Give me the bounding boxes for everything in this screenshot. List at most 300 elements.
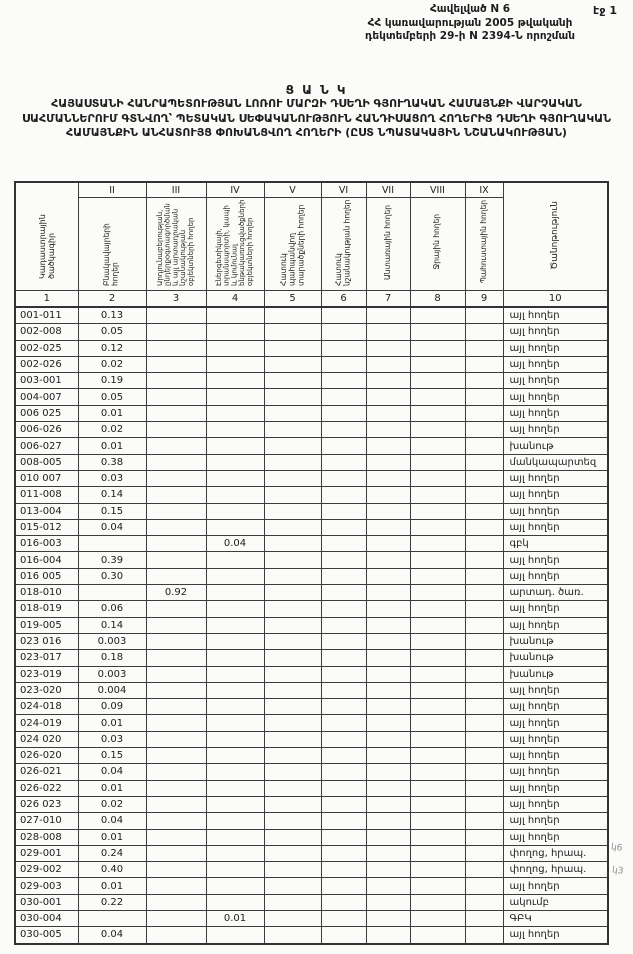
- area-cell-forest: [366, 389, 410, 405]
- area-cell-reserve: [465, 519, 503, 535]
- area-cell-water: [410, 862, 465, 878]
- cadastral-code-cell: 024-018: [15, 699, 78, 715]
- table-row: [15, 910, 608, 926]
- area-cell-reserve: [465, 389, 503, 405]
- area-cell-reserve: [465, 682, 503, 698]
- area-cell-infrastructure: [206, 438, 264, 454]
- area-cell-special: [321, 894, 366, 910]
- area-cell-infrastructure: [206, 878, 264, 894]
- area-cell-settlement: 0.02: [78, 356, 146, 372]
- cadastral-code-cell: 011-008: [15, 487, 78, 503]
- area-cell-infrastructure: [206, 780, 264, 796]
- area-cell-protected: [264, 617, 321, 633]
- note-cell: ԳԲԿ: [503, 910, 608, 926]
- table-row: [15, 845, 608, 861]
- area-cell-settlement: 0.13: [78, 307, 146, 324]
- area-cell-reserve: [465, 585, 503, 601]
- area-cell-industrial: [146, 748, 206, 764]
- area-cell-protected: [264, 536, 321, 552]
- note-cell: այլ հողեր: [503, 487, 608, 503]
- area-cell-protected: [264, 585, 321, 601]
- area-cell-protected: [264, 748, 321, 764]
- area-cell-special: [321, 699, 366, 715]
- area-cell-special: [321, 829, 366, 845]
- area-cell-industrial: [146, 731, 206, 747]
- note-cell: այլ հողեր: [503, 568, 608, 584]
- table-row: [15, 894, 608, 910]
- cadastral-code-cell: 029-002: [15, 862, 78, 878]
- area-cell-settlement: 0.14: [78, 487, 146, 503]
- area-cell-water: [410, 894, 465, 910]
- area-cell-industrial: 0.92: [146, 585, 206, 601]
- area-cell-forest: [366, 731, 410, 747]
- area-cell-protected: [264, 307, 321, 324]
- area-cell-protected: [264, 519, 321, 535]
- area-cell-settlement: 0.05: [78, 389, 146, 405]
- area-cell-forest: [366, 682, 410, 698]
- area-cell-water: [410, 585, 465, 601]
- area-cell-protected: [264, 503, 321, 519]
- area-cell-infrastructure: [206, 617, 264, 633]
- area-cell-forest: [366, 585, 410, 601]
- area-cell-water: [410, 536, 465, 552]
- column-number: 7: [366, 291, 410, 308]
- cadastral-code-cell: 026-022: [15, 780, 78, 796]
- area-cell-infrastructure: [206, 356, 264, 372]
- area-cell-industrial: [146, 568, 206, 584]
- area-cell-water: [410, 666, 465, 682]
- table-row: [15, 438, 608, 454]
- area-cell-industrial: [146, 356, 206, 372]
- area-cell-water: [410, 438, 465, 454]
- column-number: 5: [264, 291, 321, 308]
- area-cell-settlement: 0.06: [78, 601, 146, 617]
- area-cell-infrastructure: [206, 454, 264, 470]
- area-cell-infrastructure: [206, 682, 264, 698]
- table-row: [15, 307, 608, 324]
- area-cell-settlement: 0.22: [78, 894, 146, 910]
- table-row: [15, 552, 608, 568]
- note-cell: արտադ. ծառ.: [503, 585, 608, 601]
- area-cell-settlement: 0.30: [78, 568, 146, 584]
- area-cell-special: [321, 910, 366, 926]
- area-cell-protected: [264, 454, 321, 470]
- col-header-water-lands: Ջրային հողեր: [410, 198, 465, 291]
- area-cell-infrastructure: [206, 748, 264, 764]
- note-cell: խանութ: [503, 438, 608, 454]
- area-cell-infrastructure: [206, 845, 264, 861]
- area-cell-reserve: [465, 470, 503, 486]
- area-cell-protected: [264, 862, 321, 878]
- cadastral-code-cell: 023-020: [15, 682, 78, 698]
- note-cell: այլ հողեր: [503, 356, 608, 372]
- area-cell-reserve: [465, 422, 503, 438]
- area-cell-protected: [264, 715, 321, 731]
- area-cell-special: [321, 862, 366, 878]
- cadastral-code-cell: 030-001: [15, 894, 78, 910]
- area-cell-infrastructure: [206, 796, 264, 812]
- area-cell-water: [410, 845, 465, 861]
- roman-numeral: VI: [321, 182, 366, 198]
- area-cell-settlement: 0.14: [78, 617, 146, 633]
- area-cell-reserve: [465, 601, 503, 617]
- area-cell-reserve: [465, 536, 503, 552]
- table-row: [15, 617, 608, 633]
- table-row: [15, 405, 608, 421]
- area-cell-forest: [366, 601, 410, 617]
- note-cell: այլ հողեր: [503, 878, 608, 894]
- area-cell-water: [410, 340, 465, 356]
- area-cell-water: [410, 373, 465, 389]
- area-cell-industrial: [146, 519, 206, 535]
- area-cell-infrastructure: [206, 307, 264, 324]
- column-number: 4: [206, 291, 264, 308]
- area-cell-water: [410, 813, 465, 829]
- area-cell-infrastructure: 0.01: [206, 910, 264, 926]
- area-cell-forest: [366, 910, 410, 926]
- area-cell-settlement: 0.39: [78, 552, 146, 568]
- area-cell-forest: [366, 373, 410, 389]
- cadastral-code-cell: 015-012: [15, 519, 78, 535]
- area-cell-settlement: 0.02: [78, 422, 146, 438]
- table-row: [15, 324, 608, 340]
- area-cell-special: [321, 405, 366, 421]
- area-cell-special: [321, 389, 366, 405]
- table-row: [15, 699, 608, 715]
- area-cell-infrastructure: [206, 862, 264, 878]
- area-cell-industrial: [146, 829, 206, 845]
- area-cell-special: [321, 324, 366, 340]
- area-cell-reserve: [465, 340, 503, 356]
- note-cell: այլ հողեր: [503, 340, 608, 356]
- area-cell-industrial: [146, 340, 206, 356]
- area-cell-industrial: [146, 910, 206, 926]
- table-row: [15, 601, 608, 617]
- area-cell-forest: [366, 487, 410, 503]
- area-cell-water: [410, 796, 465, 812]
- area-cell-forest: [366, 324, 410, 340]
- area-cell-special: [321, 780, 366, 796]
- area-cell-industrial: [146, 862, 206, 878]
- area-cell-protected: [264, 813, 321, 829]
- area-cell-protected: [264, 438, 321, 454]
- area-cell-special: [321, 585, 366, 601]
- area-cell-special: [321, 682, 366, 698]
- area-cell-infrastructure: 0.04: [206, 536, 264, 552]
- cadastral-code-cell: 023-017: [15, 650, 78, 666]
- roman-numeral: IX: [465, 182, 503, 198]
- area-cell-water: [410, 878, 465, 894]
- note-cell: այլ հողեր: [503, 927, 608, 944]
- area-cell-industrial: [146, 650, 206, 666]
- area-cell-forest: [366, 503, 410, 519]
- table-row: [15, 715, 608, 731]
- note-cell: գբկ: [503, 536, 608, 552]
- area-cell-reserve: [465, 633, 503, 649]
- cadastral-code-cell: 016-003: [15, 536, 78, 552]
- area-cell-water: [410, 910, 465, 926]
- area-cell-forest: [366, 470, 410, 486]
- area-cell-infrastructure: [206, 894, 264, 910]
- area-cell-forest: [366, 650, 410, 666]
- area-cell-protected: [264, 845, 321, 861]
- area-cell-special: [321, 633, 366, 649]
- column-number: 10: [503, 291, 608, 308]
- area-cell-reserve: [465, 307, 503, 324]
- table-row: [15, 682, 608, 698]
- cadastral-code-cell: 028-008: [15, 829, 78, 845]
- area-cell-water: [410, 470, 465, 486]
- area-cell-forest: [366, 438, 410, 454]
- area-cell-water: [410, 764, 465, 780]
- area-cell-infrastructure: [206, 601, 264, 617]
- area-cell-reserve: [465, 780, 503, 796]
- cadastral-code-cell: 016-004: [15, 552, 78, 568]
- roman-numeral: IV: [206, 182, 264, 198]
- area-cell-protected: [264, 601, 321, 617]
- area-cell-protected: [264, 910, 321, 926]
- document-title: Ց Ա Ն Կ: [285, 83, 348, 97]
- area-cell-reserve: [465, 405, 503, 421]
- table-row: [15, 487, 608, 503]
- area-cell-water: [410, 389, 465, 405]
- area-cell-water: [410, 829, 465, 845]
- area-cell-special: [321, 536, 366, 552]
- area-cell-water: [410, 324, 465, 340]
- column-number: 1: [15, 291, 78, 308]
- note-cell: այլ հողեր: [503, 373, 608, 389]
- area-cell-reserve: [465, 731, 503, 747]
- area-cell-reserve: [465, 487, 503, 503]
- col-header-protected-lands: Հատուկ պահպանվող տարածքների հողեր: [264, 198, 321, 291]
- area-cell-special: [321, 438, 366, 454]
- area-cell-reserve: [465, 666, 503, 682]
- area-cell-settlement: 0.01: [78, 780, 146, 796]
- table-row: [15, 470, 608, 486]
- table-row: [15, 878, 608, 894]
- area-cell-protected: [264, 731, 321, 747]
- cadastral-code-cell: 030-004: [15, 910, 78, 926]
- area-cell-settlement: 0.15: [78, 748, 146, 764]
- area-cell-protected: [264, 829, 321, 845]
- area-cell-settlement: 0.19: [78, 373, 146, 389]
- area-cell-special: [321, 666, 366, 682]
- area-cell-protected: [264, 666, 321, 682]
- area-cell-reserve: [465, 796, 503, 812]
- area-cell-reserve: [465, 552, 503, 568]
- table-row: [15, 862, 608, 878]
- area-cell-forest: [366, 307, 410, 324]
- note-cell: այլ հողեր: [503, 307, 608, 324]
- area-cell-forest: [366, 633, 410, 649]
- table-row: [15, 927, 608, 944]
- area-cell-special: [321, 715, 366, 731]
- note-cell: այլ հողեր: [503, 389, 608, 405]
- table-row: [15, 829, 608, 845]
- land-transfer-table: [14, 181, 609, 945]
- area-cell-water: [410, 405, 465, 421]
- area-cell-water: [410, 780, 465, 796]
- area-cell-infrastructure: [206, 633, 264, 649]
- cadastral-code-cell: 010 007: [15, 470, 78, 486]
- area-cell-industrial: [146, 601, 206, 617]
- area-cell-forest: [366, 927, 410, 944]
- area-cell-protected: [264, 650, 321, 666]
- area-cell-forest: [366, 536, 410, 552]
- note-cell: այլ հողեր: [503, 748, 608, 764]
- cadastral-code-cell: 008-005: [15, 454, 78, 470]
- area-cell-reserve: [465, 764, 503, 780]
- area-cell-special: [321, 503, 366, 519]
- area-cell-special: [321, 422, 366, 438]
- cadastral-code-cell: 026-020: [15, 748, 78, 764]
- area-cell-reserve: [465, 845, 503, 861]
- area-cell-industrial: [146, 796, 206, 812]
- area-cell-infrastructure: [206, 487, 264, 503]
- area-cell-protected: [264, 552, 321, 568]
- roman-numeral: III: [146, 182, 206, 198]
- area-cell-industrial: [146, 633, 206, 649]
- area-cell-industrial: [146, 405, 206, 421]
- table-row: [15, 568, 608, 584]
- note-cell: խանութ: [503, 633, 608, 649]
- area-cell-infrastructure: [206, 519, 264, 535]
- area-cell-special: [321, 454, 366, 470]
- area-cell-industrial: [146, 927, 206, 944]
- area-cell-special: [321, 307, 366, 324]
- area-cell-forest: [366, 699, 410, 715]
- area-cell-water: [410, 927, 465, 944]
- note-cell: այլ հողեր: [503, 470, 608, 486]
- table-row: [15, 422, 608, 438]
- area-cell-water: [410, 748, 465, 764]
- area-cell-protected: [264, 405, 321, 421]
- area-cell-industrial: [146, 666, 206, 682]
- area-cell-forest: [366, 878, 410, 894]
- area-cell-water: [410, 454, 465, 470]
- area-cell-infrastructure: [206, 503, 264, 519]
- area-cell-industrial: [146, 780, 206, 796]
- area-cell-reserve: [465, 617, 503, 633]
- area-cell-industrial: [146, 389, 206, 405]
- area-cell-forest: [366, 405, 410, 421]
- area-cell-industrial: [146, 617, 206, 633]
- area-cell-infrastructure: [206, 585, 264, 601]
- area-cell-special: [321, 552, 366, 568]
- area-cell-special: [321, 373, 366, 389]
- note-cell: այլ հողեր: [503, 715, 608, 731]
- area-cell-forest: [366, 796, 410, 812]
- area-cell-forest: [366, 356, 410, 372]
- area-cell-special: [321, 519, 366, 535]
- cadastral-code-cell: 001-011: [15, 307, 78, 324]
- area-cell-infrastructure: [206, 470, 264, 486]
- col-header-reserve-lands: Պահուստային հողեր: [465, 198, 503, 291]
- note-cell: մանկապարտեզ: [503, 454, 608, 470]
- col-header-industrial-lands: Արդյունաբերության, ընդերքօգտագործման և այլ արտադրական նշանակության օբյեկտների հողեր: [146, 198, 206, 291]
- area-cell-reserve: [465, 650, 503, 666]
- area-cell-water: [410, 307, 465, 324]
- area-cell-water: [410, 422, 465, 438]
- area-cell-infrastructure: [206, 764, 264, 780]
- area-cell-special: [321, 764, 366, 780]
- area-cell-reserve: [465, 356, 503, 372]
- area-cell-special: [321, 845, 366, 861]
- note-cell: այլ հողեր: [503, 829, 608, 845]
- area-cell-reserve: [465, 324, 503, 340]
- area-cell-infrastructure: [206, 699, 264, 715]
- area-cell-forest: [366, 748, 410, 764]
- area-cell-settlement: 0.18: [78, 650, 146, 666]
- area-cell-water: [410, 731, 465, 747]
- cadastral-code-cell: 024 020: [15, 731, 78, 747]
- area-cell-infrastructure: [206, 715, 264, 731]
- area-cell-settlement: 0.03: [78, 470, 146, 486]
- appendix-line: ՀՀ կառավարության 2005 թվականի: [367, 16, 573, 29]
- column-number: 9: [465, 291, 503, 308]
- col-header-settlement-lands: Բնակավայրերի հողեր: [78, 198, 146, 291]
- appendix-reference: [330, 3, 610, 44]
- area-cell-forest: [366, 519, 410, 535]
- area-cell-settlement: 0.003: [78, 633, 146, 649]
- area-cell-settlement: 0.04: [78, 813, 146, 829]
- note-cell: այլ հողեր: [503, 324, 608, 340]
- area-cell-protected: [264, 324, 321, 340]
- document-subtitle: ՀԱՅԱՍՏԱՆԻ ՀԱՆՐԱՊԵՏՈՒԹՅԱՆ ԼՈՌՈՒ ՄԱՐԶԻ ԴՍԵՂԻ ԳՅՈՒՂԱԿԱՆ ՀԱՄԱՅՆՔԻ ՎԱՐՉԱԿԱՆ ՍԱՀՄԱՆՆԵՐՈՒՄ ԳՏՆՎՈՂ՝ ՊԵՏԱԿԱՆ ՍԵՓԱԿԱՆՈՒԹՅՈՒՆ ՀԱՆԴԻՍԱՑՈՂ ՀՈՂԵՐԻՑ ԴՍԵՂԻ ԳՅՈՒՂԱԿԱՆ ՀԱՄԱՅՆՔԻՆ ԱՆՀԱՏՈՒՅՑ ՓՈԽԱՆՑՎՈՂ ՀՈՂԵՐԻ (ԸՍՏ ՆՊԱՏԱԿԱՅԻՆ ՆՇԱՆԱԿՈՒԹՅԱՆ): [21, 97, 611, 140]
- cadastral-code-cell: 002-008: [15, 324, 78, 340]
- note-cell: փողոց, հրապ.: [503, 845, 608, 861]
- area-cell-protected: [264, 422, 321, 438]
- area-cell-water: [410, 617, 465, 633]
- area-cell-reserve: [465, 894, 503, 910]
- area-cell-settlement: 0.04: [78, 927, 146, 944]
- area-cell-reserve: [465, 454, 503, 470]
- area-cell-settlement: 0.03: [78, 731, 146, 747]
- area-cell-settlement: 0.24: [78, 845, 146, 861]
- area-cell-protected: [264, 470, 321, 486]
- area-cell-infrastructure: [206, 829, 264, 845]
- cadastral-code-cell: 002-025: [15, 340, 78, 356]
- area-cell-infrastructure: [206, 666, 264, 682]
- table-row: [15, 780, 608, 796]
- cadastral-code-cell: 026-021: [15, 764, 78, 780]
- note-cell: այլ հողեր: [503, 519, 608, 535]
- table-row: [15, 748, 608, 764]
- area-cell-reserve: [465, 910, 503, 926]
- area-cell-protected: [264, 764, 321, 780]
- area-cell-forest: [366, 845, 410, 861]
- area-cell-forest: [366, 568, 410, 584]
- column-number: 2: [78, 291, 146, 308]
- note-cell: խանութ: [503, 666, 608, 682]
- area-cell-water: [410, 633, 465, 649]
- cadastral-code-cell: 003-001: [15, 373, 78, 389]
- area-cell-industrial: [146, 307, 206, 324]
- appendix-line: Հավելված N 6: [429, 3, 511, 15]
- area-cell-water: [410, 650, 465, 666]
- area-cell-industrial: [146, 373, 206, 389]
- area-cell-industrial: [146, 536, 206, 552]
- col-header-infrastructure-lands: Էներգետիկայի, տրանսպորտի, կապի և կոմունալ ենթակառուցվածքների օբյեկտների հողեր: [206, 198, 264, 291]
- note-cell: այլ հողեր: [503, 764, 608, 780]
- note-cell: այլ հողեր: [503, 601, 608, 617]
- table-row: [15, 796, 608, 812]
- area-cell-forest: [366, 617, 410, 633]
- note-cell: այլ հողեր: [503, 422, 608, 438]
- cadastral-code-cell: 026 023: [15, 796, 78, 812]
- area-cell-protected: [264, 780, 321, 796]
- area-cell-forest: [366, 862, 410, 878]
